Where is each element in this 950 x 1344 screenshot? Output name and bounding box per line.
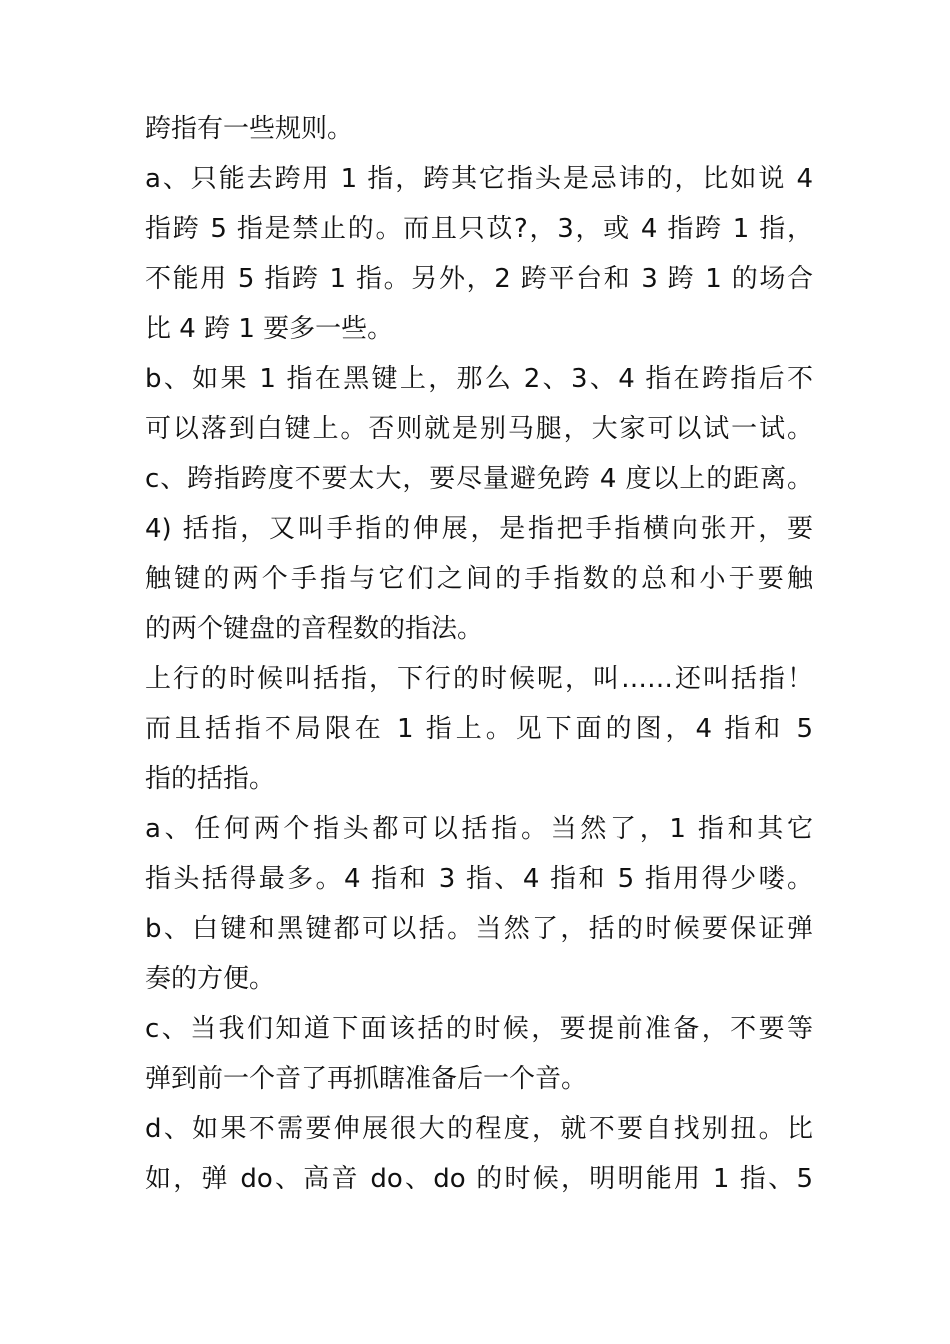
text-line: 4) 括指，又叫手指的伸展，是指把手指横向张开，要 bbox=[145, 514, 813, 544]
text-line: 指跨 5 指是禁止的。而且只苡?，3，或 4 指跨 1 指， bbox=[145, 214, 813, 244]
text-line: 比 4 跨 1 要多一些。 bbox=[145, 314, 394, 344]
text-line: 的两个键盘的音程数的指法。 bbox=[145, 614, 484, 644]
text-line: c、当我们知道下面该括的时候，要提前准备，不要等 bbox=[145, 1014, 813, 1044]
text-line: 不能用 5 指跨 1 指。另外，2 跨平台和 3 跨 1 的场合 bbox=[145, 264, 813, 294]
text-line: 跨指有一些规则。 bbox=[145, 114, 354, 144]
text-line: b、白键和黑键都可以括。当然了，括的时候要保证弹 bbox=[145, 914, 813, 944]
text-line: 指头括得最多。4 指和 3 指、4 指和 5 指用得少喽。 bbox=[145, 864, 813, 894]
text-line: a、只能去跨用 1 指，跨其它指头是忌讳的，比如说 4 bbox=[145, 164, 813, 194]
text-line: 触键的两个手指与它们之间的手指数的总和小于要触 bbox=[145, 564, 813, 594]
text-line: d、如果不需要伸展很大的程度，就不要自找别扭。比 bbox=[145, 1114, 813, 1144]
text-line: 上行的时候叫括指，下行的时候呢，叫……还叫括指！ bbox=[145, 664, 813, 694]
text-line: 奏的方便。 bbox=[145, 964, 276, 994]
text-line: 如，弹 do、高音 do、do 的时候，明明能用 1 指、5 bbox=[145, 1164, 813, 1194]
document-body bbox=[145, 104, 813, 1204]
text-line: 指的括指。 bbox=[145, 764, 276, 794]
text-line: 而且括指不局限在 1 指上。见下面的图，4 指和 5 bbox=[145, 714, 813, 744]
text-line: c、跨指跨度不要太大，要尽量避免跨 4 度以上的距离。 bbox=[145, 464, 813, 494]
text-line: a、任何两个指头都可以括指。当然了，1 指和其它 bbox=[145, 814, 813, 844]
text-line: b、如果 1 指在黑键上，那么 2、3、4 指在跨指后不 bbox=[145, 364, 813, 394]
text-line: 弹到前一个音了再抓瞎准备后一个音。 bbox=[145, 1064, 588, 1094]
text-line: 可以落到白键上。否则就是别马腿，大家可以试一试。 bbox=[145, 414, 813, 444]
